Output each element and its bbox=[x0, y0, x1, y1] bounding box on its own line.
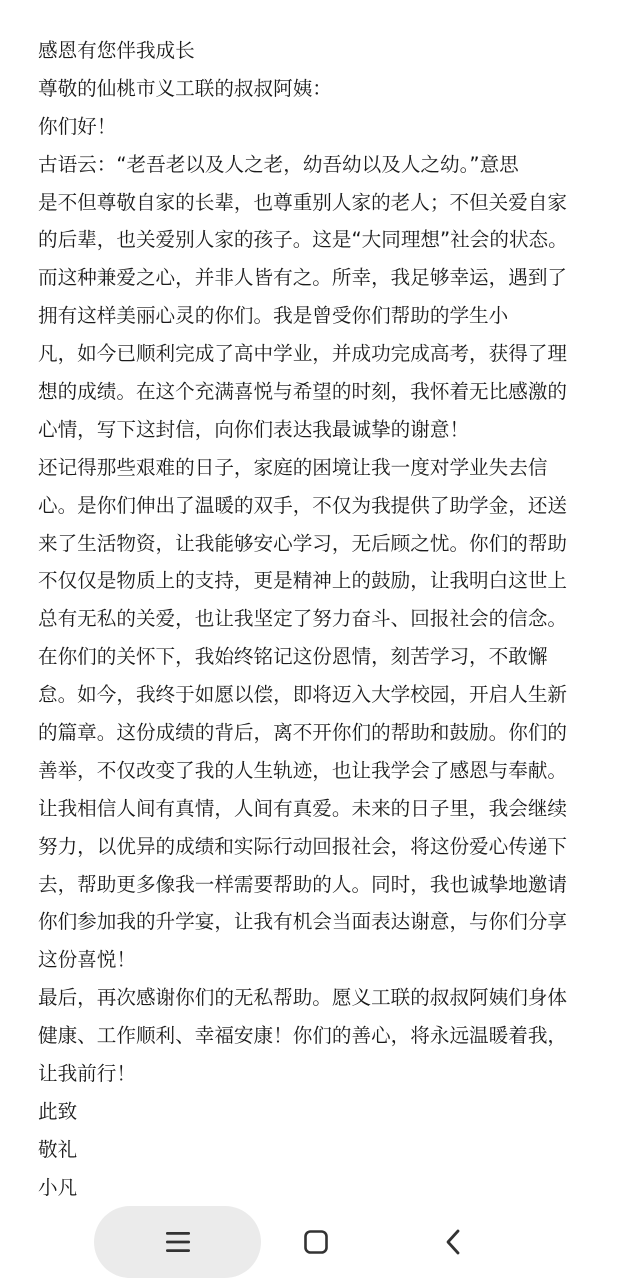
paragraph-line: 这份喜悦！ bbox=[38, 948, 136, 972]
paragraph-line: 让我前行！ bbox=[38, 1062, 136, 1086]
paragraph-line: 是不但尊敬自家的长辈，也尊重别人家的老人；不但关爱自家 bbox=[38, 190, 568, 214]
home-button[interactable] bbox=[288, 1222, 344, 1262]
letter-title: 感恩有您伴我成长 bbox=[38, 39, 195, 62]
paragraph-line: 而这种兼爱之心，并非人皆有之。所幸，我足够幸运，遇到了 bbox=[38, 266, 568, 290]
paragraph-line: 心。是你们伸出了温暖的双手，不仅为我提供了助学金，还送 bbox=[38, 493, 568, 517]
closing-line: 此致 bbox=[38, 1099, 78, 1123]
paragraph-line: 的篇章。这份成绩的背后，离不开你们的帮助和鼓励。你们的 bbox=[38, 721, 568, 745]
paragraph-line: 的后辈，也关爱别人家的孩子。这是“大同理想”社会的状态。 bbox=[38, 228, 568, 252]
paragraph-line: 心情，写下这封信，向你们表达我最诚挚的谢意！ bbox=[38, 417, 470, 441]
back-icon bbox=[441, 1229, 467, 1255]
paragraph-line: 怠。如今，我终于如愿以偿，即将迈入大学校园，开启人生新 bbox=[38, 683, 568, 707]
home-icon bbox=[303, 1229, 329, 1255]
paragraph-line: 去，帮助更多像我一样需要帮助的人。同时，我也诚挚地邀请 bbox=[38, 872, 568, 896]
navigation-bar bbox=[0, 1204, 635, 1280]
paragraph-line: 努力，以优异的成绩和实际行动回报社会，将这份爱心传递下 bbox=[38, 834, 568, 858]
paragraph-line: 来了生活物资，让我能够安心学习，无后顾之忧。你们的帮助 bbox=[38, 531, 568, 555]
paragraph-line: 你们参加我的升学宴，让我有机会当面表达谢意，与你们分享 bbox=[38, 910, 568, 934]
closing-regards: 敬礼 bbox=[38, 1137, 78, 1161]
salutation: 尊敬的仙桃市义工联的叔叔阿姨： bbox=[38, 76, 332, 100]
paragraph-line: 还记得那些艰难的日子，家庭的困境让我一度对学业失去信 bbox=[38, 455, 548, 479]
paragraph-line: 古语云：“老吾老以及人之老，幼吾幼以及人之幼。”意思 bbox=[38, 152, 519, 176]
signature: 小凡 bbox=[38, 1175, 78, 1199]
letter-body bbox=[38, 32, 598, 1207]
paragraph-line: 让我相信人间有真情，人间有真爱。未来的日子里，我会继续 bbox=[38, 796, 568, 820]
paragraph-line: 拥有这样美丽心灵的你们。我是曾受你们帮助的学生小 bbox=[38, 304, 509, 328]
paragraph-line: 健康、工作顺利、幸福安康！你们的善心，将永远温暖着我， bbox=[38, 1024, 568, 1048]
paragraph-line: 想的成绩。在这个充满喜悦与希望的时刻，我怀着无比感激的 bbox=[38, 380, 568, 404]
paragraph-line: 凡，如今已顺利完成了高中学业，并成功完成高考，获得了理 bbox=[38, 342, 568, 366]
paragraph-line: 最后，再次感谢你们的无私帮助。愿义工联的叔叔阿姨们身体 bbox=[38, 986, 568, 1010]
back-button[interactable] bbox=[426, 1222, 482, 1262]
menu-button[interactable] bbox=[150, 1222, 206, 1262]
paragraph-line: 善举，不仅改变了我的人生轨迹，也让我学会了感恩与奉献。 bbox=[38, 758, 568, 782]
menu-icon bbox=[165, 1229, 191, 1255]
paragraph-line: 总有无私的关爱，也让我坚定了努力奋斗、回报社会的信念。 bbox=[38, 607, 568, 631]
greeting: 你们好！ bbox=[38, 114, 117, 138]
paragraph-line: 在你们的关怀下，我始终铭记这份恩情，刻苦学习，不敢懈 bbox=[38, 645, 548, 669]
paragraph-line: 不仅仅是物质上的支持，更是精神上的鼓励，让我明白这世上 bbox=[38, 569, 568, 593]
